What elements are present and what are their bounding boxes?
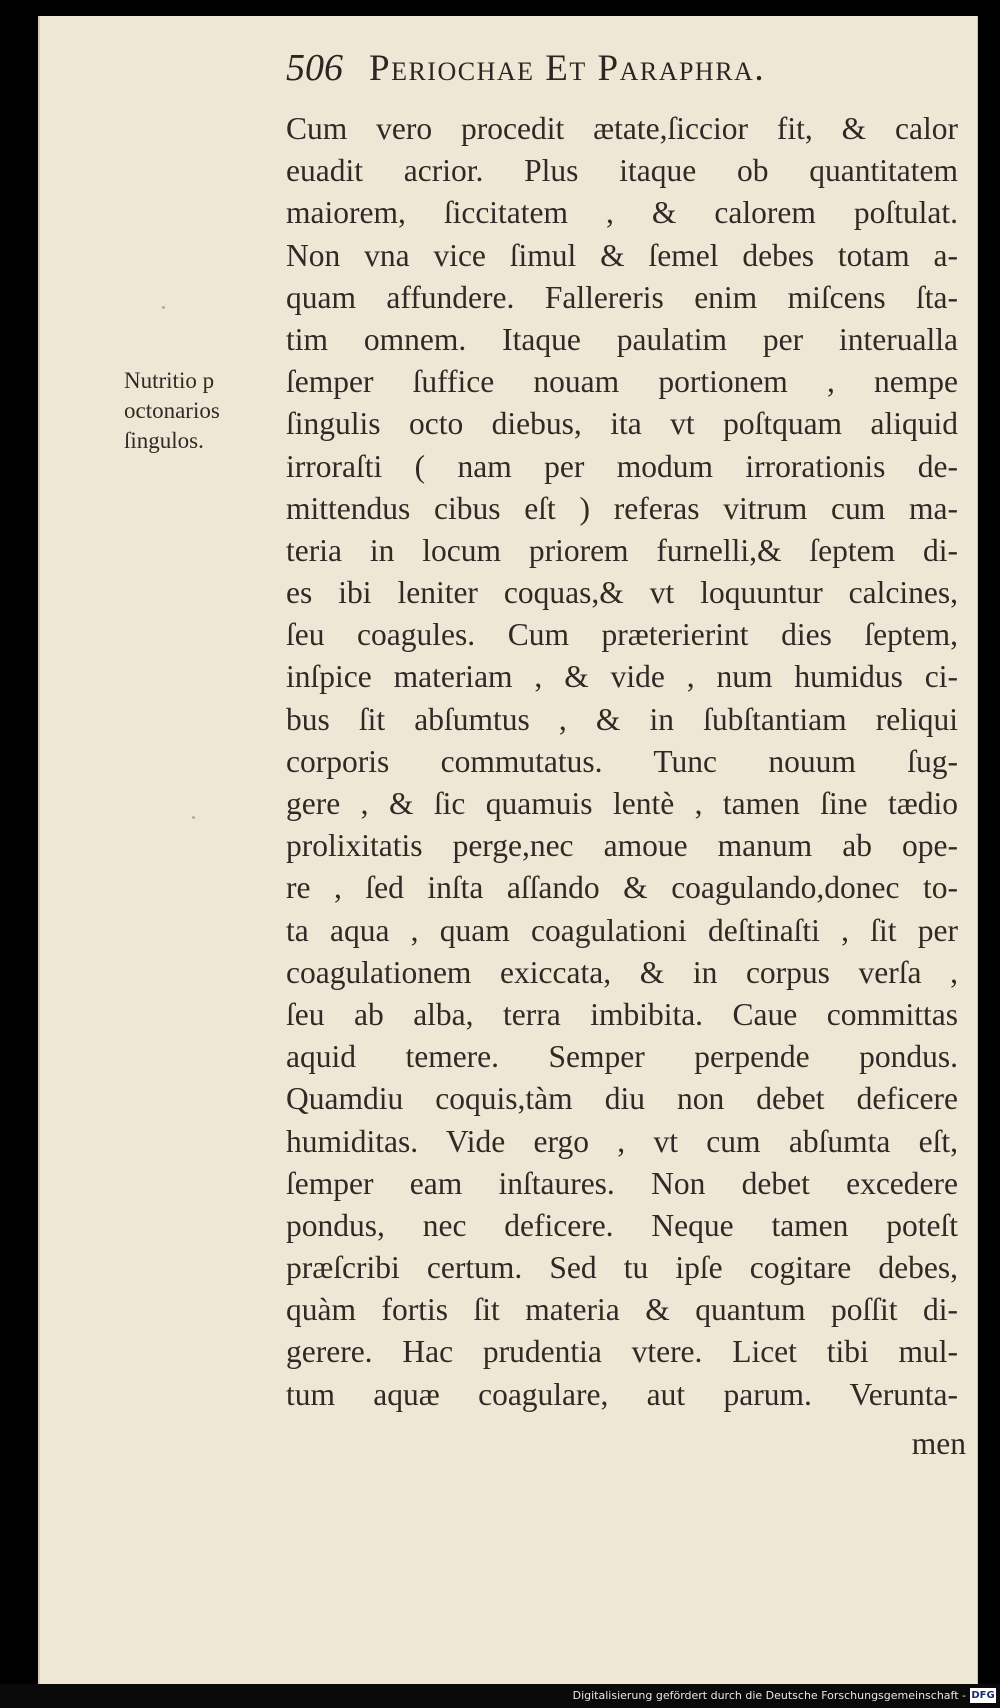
catchword: men <box>911 1426 966 1461</box>
text-line: quàm fortis ſit materia & quantum poſſit di- <box>286 1292 958 1328</box>
text-line: ſemper ſuffice nouam portionem , nempe <box>286 364 958 400</box>
text-line: ſemper eam inſtaures. Non debet excedere <box>286 1165 958 1201</box>
page-header <box>286 46 926 96</box>
text-line: Quamdiu coquis,tàm diu non debet deficere <box>286 1081 958 1117</box>
text-line: re , ſed inſta aſſando & coagulando,donec to- <box>286 870 958 906</box>
text-line: mittendus cibus eſt ) referas vitrum cum ma- <box>286 490 958 526</box>
text-line: teria in locum priorem furnelli,& ſeptem di- <box>286 532 958 568</box>
text-line: inſpice materiam , & vide , num humidus ci- <box>286 659 958 695</box>
text-line: præſcribi certum. Sed tu ipſe cogitare debes, <box>286 1250 958 1286</box>
text-line: ſeu ab alba, terra imbibita. Caue committas <box>286 996 958 1032</box>
text-line: quam affundere. Fallereris enim miſcens ſta- <box>286 279 958 315</box>
page-number: 506 <box>286 47 343 89</box>
stray-ink-mark <box>162 306 165 309</box>
text-line: ſeu coagules. Cum præterierint dies ſeptem, <box>286 617 958 653</box>
margin-note-line: Nutritio p <box>124 368 215 393</box>
text-line: gere , & ſic quamuis lentè , tamen ſine tædio <box>286 786 958 821</box>
footer-credit: Digitalisierung gefördert durch die Deutsche Forschungsgemeinschaft - <box>572 1689 966 1702</box>
footer-bar <box>0 1684 1000 1708</box>
text-line: bus ſit abſumtus , & in ſubſtantiam reliqui <box>286 701 958 737</box>
dfg-logo: DFG <box>971 1690 995 1701</box>
text-line: coagulationem exiccata, & in corpus verſa , <box>286 954 958 990</box>
running-head: Periochae Et Paraphra. <box>369 48 766 89</box>
text-line: Cum vero procedit ætate,ſiccior fit, & calor <box>286 111 958 146</box>
text-line: maiorem, ſiccitatem , & calorem poſtulat. <box>286 195 958 231</box>
stray-ink-mark <box>192 816 195 819</box>
text-line: irroraſti ( nam per modum irrorationis de- <box>286 448 958 484</box>
margin-note-line: octonarios <box>124 398 220 423</box>
text-line: ſingulis octo diebus, ita vt poſtquam aliquid <box>286 406 958 442</box>
text-line: gerere. Hac prudentia vtere. Licet tibi mul- <box>286 1334 958 1370</box>
margin-note-line: ſingulos. <box>124 428 204 453</box>
text-line: humiditas. Vide ergo , vt cum abſumta eſt, <box>286 1123 958 1159</box>
text-line: euadit acrior. Plus itaque ob quantitatem <box>286 153 958 189</box>
text-line: corporis commutatus. Tunc nouum ſug- <box>286 743 958 779</box>
text-line: tum aquæ coagulare, aut parum. Verunta- <box>286 1376 958 1412</box>
main-text <box>286 108 958 1416</box>
text-line: aquid temere. Semper perpende pondus. <box>286 1039 958 1075</box>
text-line: pondus, nec deficere. Neque tamen poteſt <box>286 1207 958 1243</box>
text-line: Non vna vice ſimul & ſemel debes totam a- <box>286 237 958 273</box>
text-line: tim omnem. Itaque paulatim per interualla <box>286 321 958 357</box>
margin-note <box>124 366 284 456</box>
text-line: ta aqua , quam coagulationi deſtinaſti , ſit per <box>286 912 958 948</box>
text-line: prolixitatis perge,nec amoue manum ab ope- <box>286 828 958 864</box>
text-line: es ibi leniter coquas,& vt loquuntur calcines, <box>286 575 958 611</box>
